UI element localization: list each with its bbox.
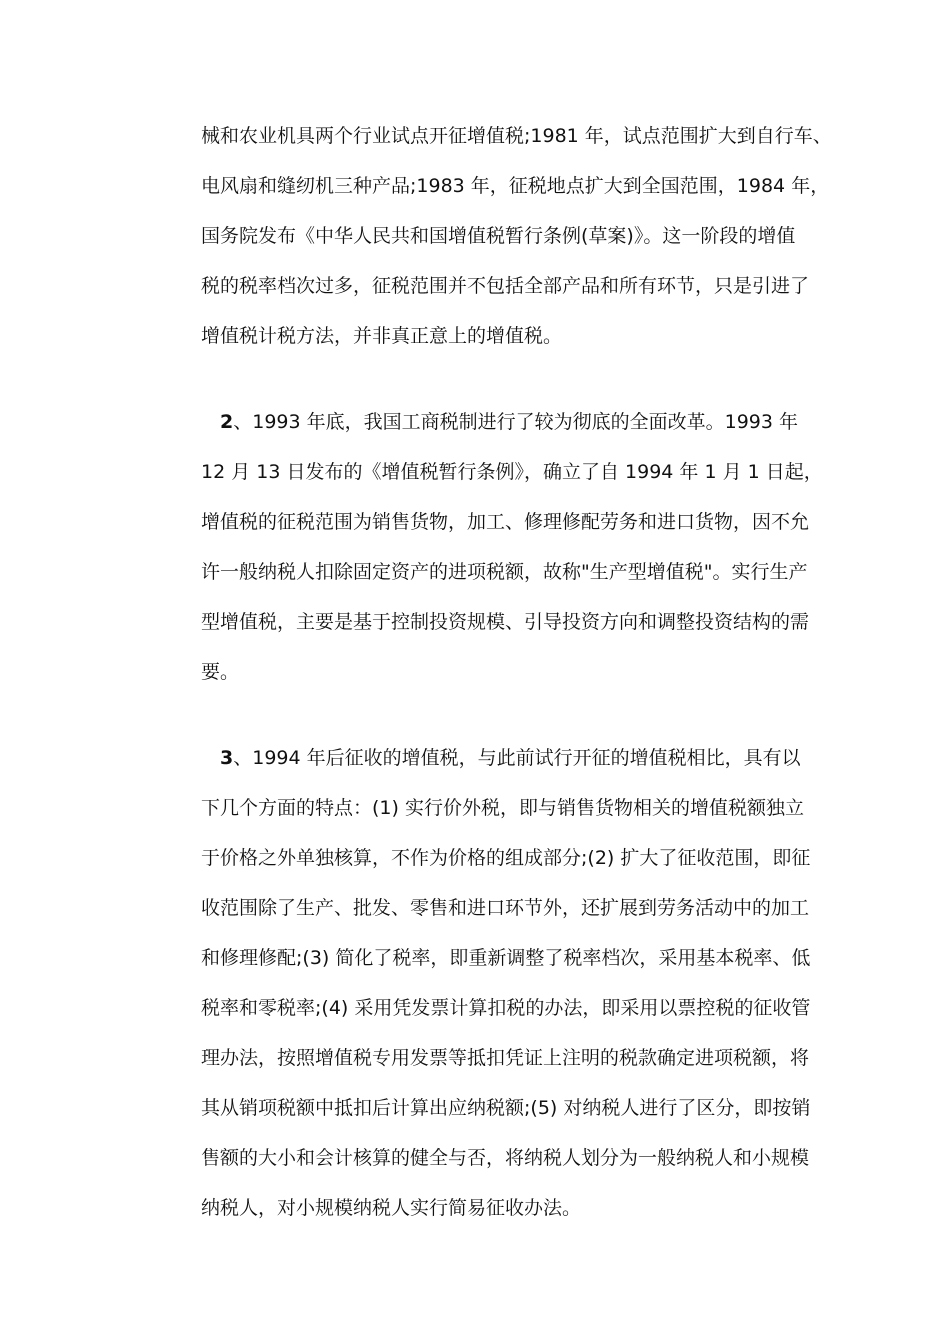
- paragraph-1-line-3: 国务院发布《中华人民共和国增值税暂行条例(草案)》。这一阶段的增值: [201, 225, 796, 247]
- paragraph-1-line-2: 电风扇和缝纫机三种产品;1983 年，征税地点扩大到全国范围，1984 年，: [201, 175, 830, 197]
- paragraph-3-line-4: 收范围除了生产、批发、零售和进口环节外，还扩展到劳务活动中的加工: [201, 897, 810, 919]
- paragraph-3-line-9: 售额的大小和会计核算的健全与否，将纳税人划分为一般纳税人和小规模: [201, 1147, 810, 1169]
- paragraph-2-line-2: 12 月 13 日发布的《增值税暂行条例》，确立了自 1994 年 1 月 1 日起，: [201, 461, 823, 483]
- paragraph-3-first-line-text: 、1994 年后征收的增值税，与此前试行开征的增值税相比，具有以: [233, 747, 801, 769]
- paragraph-2-line-6: 要。: [201, 661, 240, 683]
- paragraph-2-number: 2: [220, 411, 234, 433]
- paragraph-1-line-5: 增值税计税方法，并非真正意上的增值税。: [201, 325, 563, 347]
- paragraph-1-line-4: 税的税率档次过多，征税范围并不包括全部产品和所有环节，只是引进了: [201, 275, 810, 297]
- paragraph-3-line-6: 税率和零税率;(4) 采用凭发票计算扣税的办法，即采用以票控税的征收管: [201, 997, 811, 1019]
- paragraph-2-line-4: 许一般纳税人扣除固定资产的进项税额，故称"生产型增值税"。实行生产: [201, 561, 808, 583]
- paragraph-1-line-1: 械和农业机具两个行业试点开征增值税;1981 年，试点范围扩大到自行车、: [201, 125, 832, 147]
- paragraph-3-line-10: 纳税人，对小规模纳税人实行简易征收办法。: [201, 1197, 582, 1219]
- paragraph-2-line-5: 型增值税，主要是基于控制投资规模、引导投资方向和调整投资结构的需: [201, 611, 810, 633]
- paragraph-3-line-1: [220, 744, 801, 772]
- paragraph-3-line-2: 下几个方面的特点：(1) 实行价外税，即与销售货物相关的增值税额独立: [201, 797, 804, 819]
- paragraph-3-line-3: 于价格之外单独核算，不作为价格的组成部分;(2) 扩大了征收范围，即征: [201, 847, 811, 869]
- paragraph-3-line-7: 理办法，按照增值税专用发票等抵扣凭证上注明的税款确定进项税额，将: [201, 1047, 810, 1069]
- paragraph-2-line-1: [220, 408, 798, 436]
- paragraph-2-first-line-text: 、1993 年底，我国工商税制进行了较为彻底的全面改革。1993 年: [233, 411, 799, 433]
- paragraph-3-line-8: 其从销项税额中抵扣后计算出应纳税额;(5) 对纳税人进行了区分，即按销: [201, 1097, 811, 1119]
- paragraph-3-number: 3: [220, 747, 234, 769]
- paragraph-3-line-5: 和修理修配;(3) 简化了税率，即重新调整了税率档次，采用基本税率、低: [201, 947, 811, 969]
- paragraph-2-line-3: 增值税的征税范围为销售货物，加工、修理修配劳务和进口货物，因不允: [201, 511, 810, 533]
